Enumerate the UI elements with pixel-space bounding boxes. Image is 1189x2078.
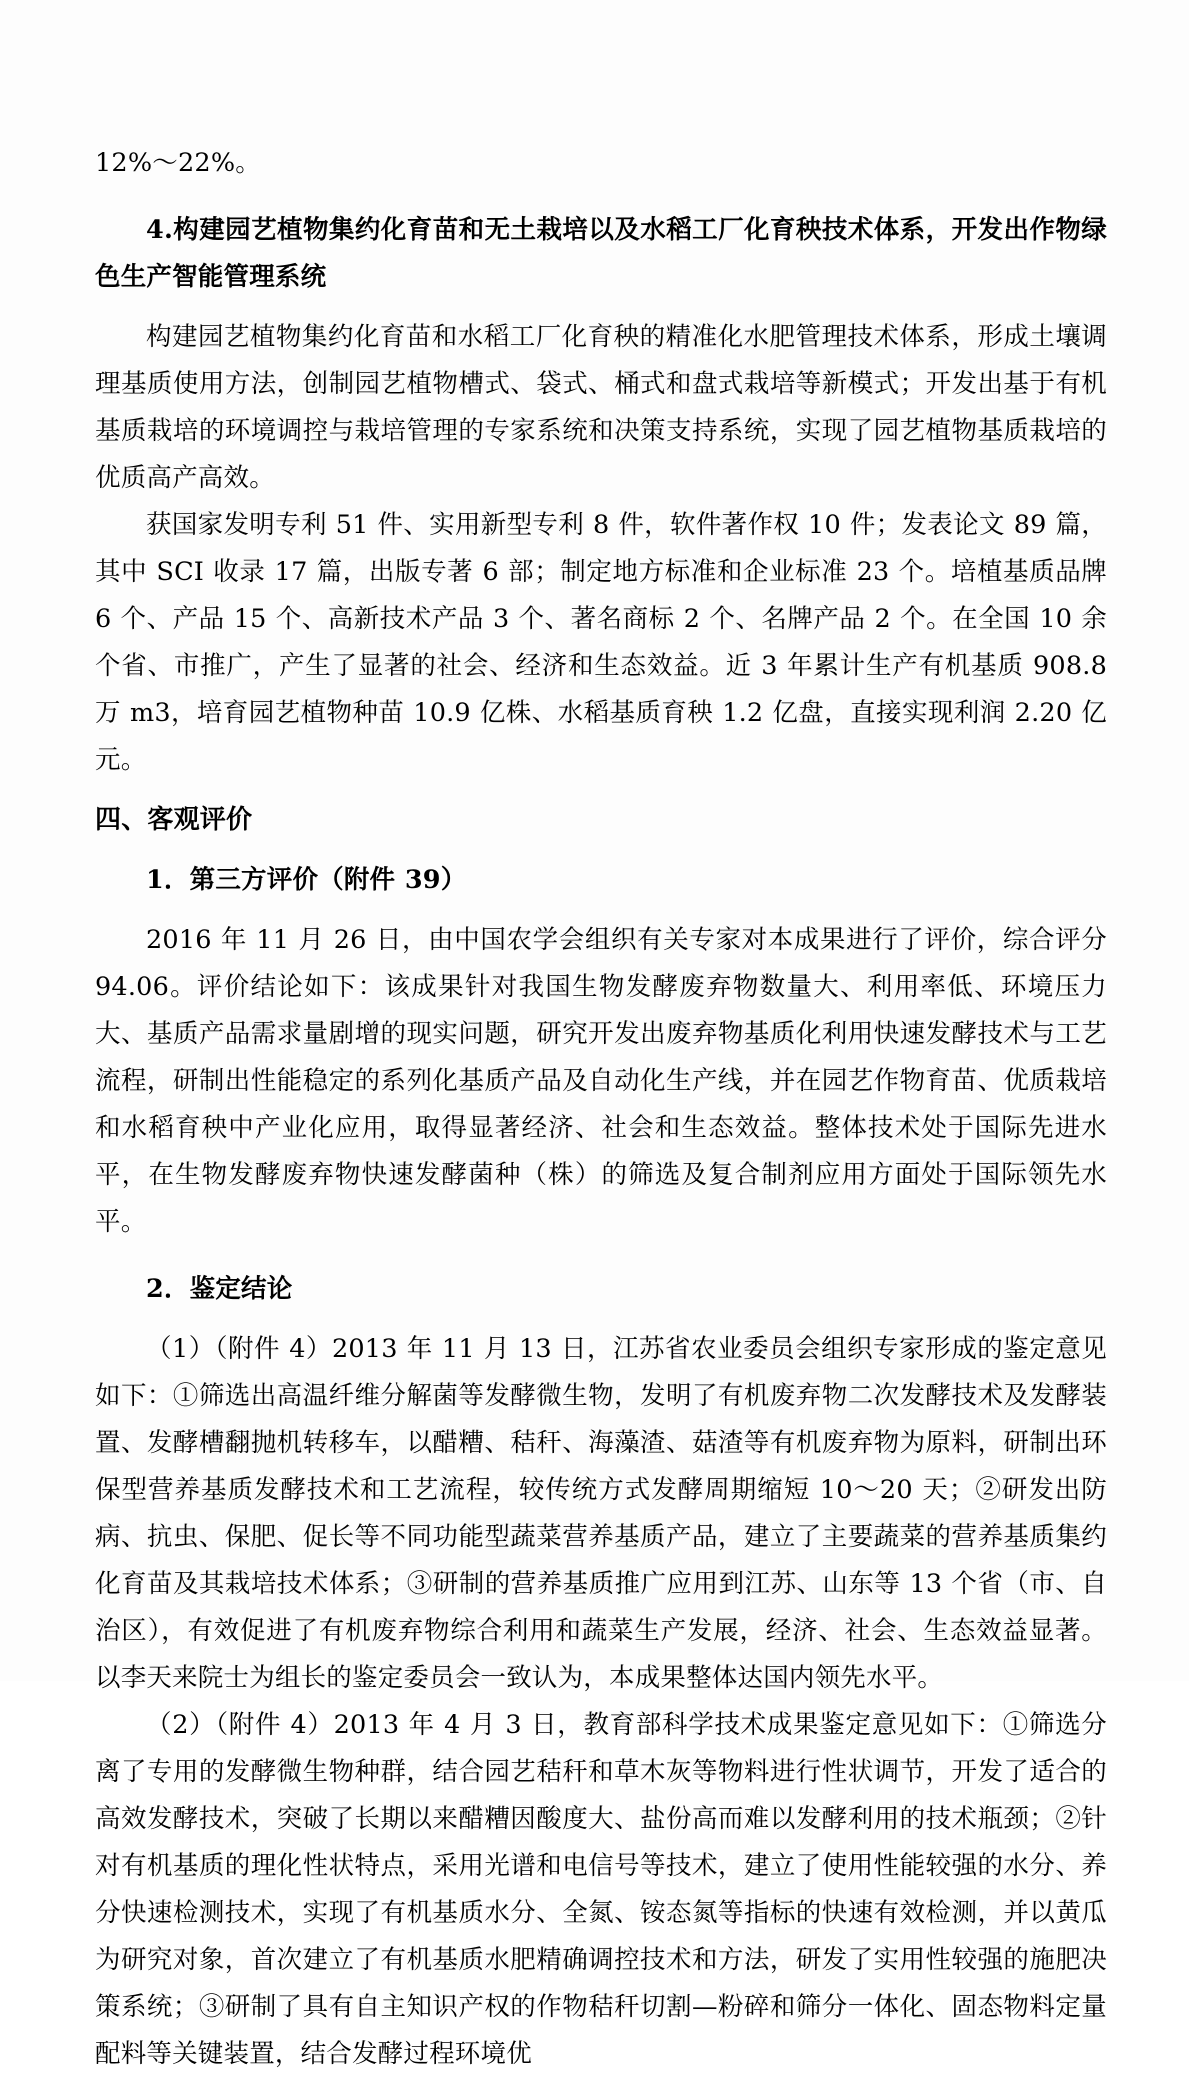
spacer bbox=[95, 1313, 1107, 1326]
spacer bbox=[95, 844, 1107, 857]
paragraph-appraisal-jiangsu: （1）（附件 4）2013 年 11 月 13 日，江苏省农业委员会组织专家形成的鉴定意见如下：①筛选出高温纤维分解菌等发酵微生物，发明了有机废弃物二次发酵技术及发酵装置、发酵槽翻抛机转移车，以醋糟、秸秆、海藻渣、菇渣等有机废弃物为原料，研制出环保型营养基质发酵技术和工艺流程，较传统方式发酵周期缩短 10～20 天；②研发出防病、抗虫、保肥、促长等不同功能型蔬菜营养基质产品，建立了主要蔬菜的营养基质集约化育苗及其栽培技术体系；③研制的营养基质推广应用到江苏、山东等 13 个省（市、自治区），有效促进了有机废弃物综合利用和蔬菜生产发展，经济、社会、生态效益显著。以李天来院士为组长的鉴定委员会一致认为，本成果整体达国内领先水平。 bbox=[95, 1334, 1107, 1693]
spacer bbox=[95, 301, 1107, 314]
paragraph-technical-system: 构建园艺植物集约化育苗和水稻工厂化育秧的精准化水肥管理技术体系，形成土壤调理基质使用方法，创制园艺植物槽式、袋式、桶式和盘式栽培等新模式；开发出基于有机基质栽培的环境调控与栽培管理的专家系统和决策支持系统，实现了园艺植物基质栽培的优质高产高效。 bbox=[95, 322, 1107, 493]
paragraph-appraisal-ministry-of-education: （2）（附件 4）2013 年 4 月 3 日，教育部科学技术成果鉴定意见如下：①筛选分离了专用的发酵微生物种群，结合园艺秸秆和草木灰等物料进行性状调节，开发了适合的高效发酵技术，突破了长期以来醋糟因酸度大、盐份高而难以发酵利用的技术瓶颈；②针对有机基质的理化性状特点，采用光谱和电信号等技术，建立了使用性能较强的水分、养分快速检测技术，实现了有机基质水分、全氮、铵态氮等指标的快速有效检测，并以黄瓜为研究对象，首次建立了有机基质水肥精确调控技术和方法，研发了实用性较强的施肥决策系统；③研制了具有自主知识产权的作物秸秆切割—粉碎和筛分一体化、固态物料定量配料等关键装置，结合发酵过程环境优 bbox=[95, 1710, 1107, 2069]
paragraph-continuation-line: 12%～22%。 bbox=[95, 148, 261, 178]
spacer bbox=[95, 187, 1107, 207]
paragraph-third-party-evaluation-body: 2016 年 11 月 26 日，由中国农学会组织有关专家对本成果进行了评价，综合评分 94.06。评价结论如下：该成果针对我国生物发酵废弃物数量大、利用率低、环境压力大、基质产品需求量剧增的现实问题，研究开发出废弃物基质化利用快速发酵技术与工艺流程，研制出性能稳定的系列化基质产品及自动化生产线，并在园艺作物育苗、优质栽培和水稻育秧中产业化应用，取得显著经济、社会和生态效益。整体技术处于国际先进水平，在生物发酵废弃物快速发酵菌种（株）的筛选及复合制剂应用方面处于国际领先水平。 bbox=[95, 925, 1107, 1237]
subheading-third-party-evaluation: 1．第三方评价（附件 39） bbox=[146, 865, 467, 895]
spacer bbox=[95, 1246, 1107, 1266]
subheading-appraisal-conclusion: 2．鉴定结论 bbox=[146, 1274, 293, 1304]
page-content bbox=[95, 140, 1107, 2078]
spacer bbox=[95, 904, 1107, 917]
spacer bbox=[95, 784, 1107, 797]
paragraph-achievement-statistics: 获国家发明专利 51 件、实用新型专利 8 件，软件著作权 10 件；发表论文 89 篇，其中 SCI 收录 17 篇，出版专著 6 部；制定地方标准和企业标准 23 个。培植基质品牌 6 个、产品 15 个、高新技术产品 3 个、著名商标 2 个、名牌产品 2 个。在全国 10 余个省、市推广，产生了显著的社会、经济和生态效益。近 3 年累计生产有机基质 908.8 万 m3，培育园艺植物种苗 10.9 亿株、水稻基质育秧 1.2 亿盘，直接实现利润 2.20 亿元。 bbox=[95, 510, 1107, 775]
heading-item-4: 4.构建园艺植物集约化育苗和无土栽培以及水稻工厂化育秧技术体系，开发出作物绿色生产智能管理系统 bbox=[95, 215, 1107, 292]
section-heading-objective-evaluation: 四、客观评价 bbox=[95, 805, 253, 835]
